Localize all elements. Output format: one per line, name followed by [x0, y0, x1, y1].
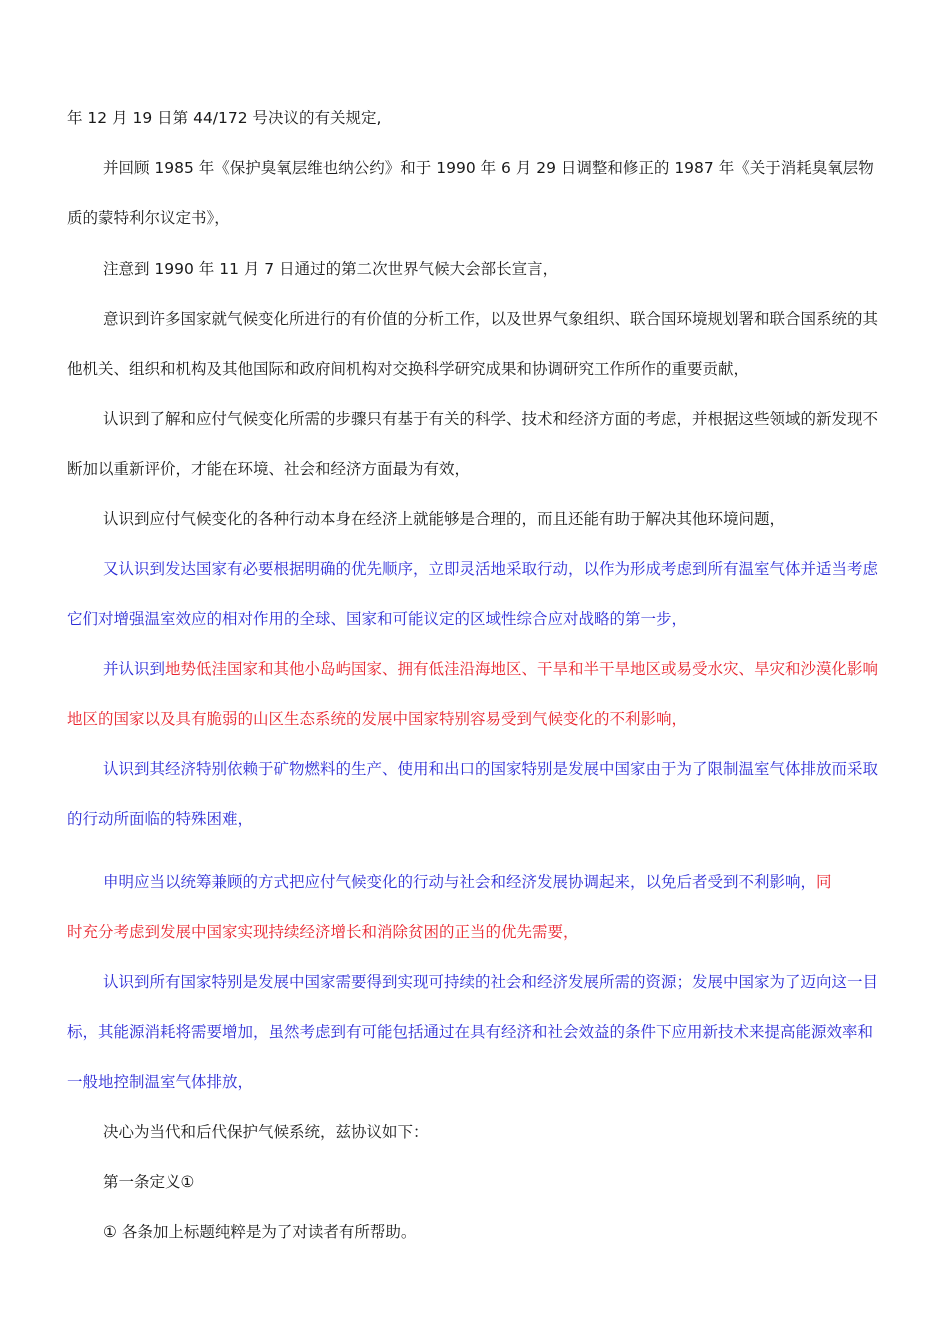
- paragraph-continuation: 年 12 月 19 日第 44/172 号决议的有关规定,: [67, 109, 382, 127]
- paragraph-resources-energy: 认识到所有国家特别是发展中国家需要得到实现可持续的社会和经济发展所需的资源；发展中国家为了迈向这一目标，其能源消耗将需要增加，虽然考虑到有可能包括通过在具有经济和社会效益的条件下应用新技术来提高能源效率和一般地控制温室气体排放，: [67, 973, 879, 1091]
- article-one-heading: 第一条定义①: [103, 1173, 195, 1191]
- paragraph-aware-analysis: 意识到许多国家就气候变化所进行的有价值的分析工作，以及世界气象组织、联合国环境规划署和联合国系统的其他机关、组织和机构及其他国际和政府间机构对交换科学研究成果和协调研究工作所作的重要贡献，: [67, 310, 879, 378]
- footnote-titles: ① 各条加上标题纯粹是为了对读者有所帮助。: [103, 1223, 417, 1241]
- paragraph-vulnerable-countries: [67, 644, 887, 744]
- paragraph-affirming-coordination: [67, 857, 837, 957]
- paragraph-recognizing-steps: 认识到了解和应付气候变化所需的步骤只有基于有关的科学、技术和经济方面的考虑，并根据这些领域的新发现不断加以重新评价，才能在环境、社会和经济方面最为有效，: [67, 410, 879, 478]
- paragraph-vulnerable-lead: 并认识到: [103, 660, 166, 678]
- paragraph-recognizing-actions: 认识到应付气候变化的各种行动本身在经济上就能够是合理的，而且还能有助于解决其他环境问题，: [103, 510, 786, 528]
- paragraph-noting-declaration: 注意到 1990 年 11 月 7 日通过的第二次世界气候大会部长宣言，: [103, 260, 559, 278]
- paragraph-affirming-lead: 申明应当以统筹兼顾的方式把应付气候变化的行动与社会和经济发展协调起来，以免后者受到不利影响，: [103, 873, 817, 891]
- paragraph-recalling-conventions: 并回顾 1985 年《保护臭氧层维也纳公约》和于 1990 年 6 月 29 日调整和修正的 1987 年《关于消耗臭氧层物质的蒙特利尔议定书》，: [67, 159, 874, 227]
- paragraph-determined: 决心为当代和后代保护气候系统，兹协议如下：: [103, 1123, 429, 1141]
- paragraph-vulnerable-body: 地势低洼国家和其他小岛屿国家、拥有低洼沿海地区、干旱和半干旱地区或易受水灾、旱灾和沙漠化影响地区的国家以及具有脆弱的山区生态系统的发展中国家特别容易受到气候变化的不利影响，: [67, 660, 879, 728]
- paragraph-fossil-fuel-dependence: 认识到其经济特别依赖于矿物燃料的生产、使用和出口的国家特别是发展中国家由于为了限制温室气体排放而采取的行动所面临的特殊困难，: [67, 760, 879, 828]
- paragraph-affirming-priority: 同时充分考虑到发展中国家实现持续经济增长和消除贫困的正当的优先需要，: [67, 873, 832, 941]
- paragraph-developed-countries: 又认识到发达国家有必要根据明确的优先顺序，立即灵活地采取行动，以作为形成考虑到所有温室气体并适当考虑它们对增强温室效应的相对作用的全球、国家和可能议定的区域性综合应对战略的第一步，: [67, 560, 879, 628]
